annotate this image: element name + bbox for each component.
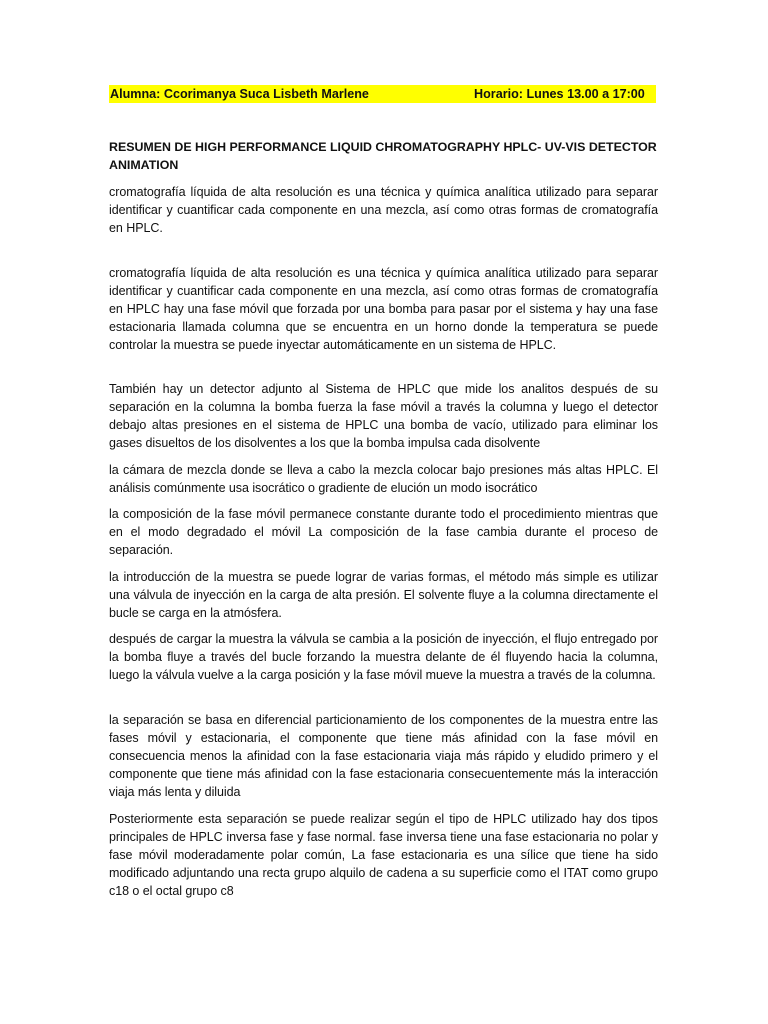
class-schedule: Horario: Lunes 13.00 a 17:00 [474, 87, 645, 101]
paragraph: cromatografía líquida de alta resolución es una técnica y química analítica utilizado para separar identificar y cuantificar cada componente en una mezcla, así como otras formas de cromatografía en HPLC. [109, 185, 658, 235]
paragraph: la separación se basa en diferencial particionamiento de los componentes de la muestra entre las fases móvil y estacionaria, el componente que tiene más afinidad con la fase móvil en consecuencia menos la afinidad con la fase estacionaria viaja más rápido y eludido primero y el componente que tiene más afinidad con la fase estacionaria consecuentemente más la interacción viaja más lenta y diluida [109, 713, 658, 799]
paragraph: También hay un detector adjunto al Sistema de HPLC que mide los analitos después de su separación en la columna la bomba fuerza la fase móvil a través la columna y luego el detector debajo altas presiones en el sistema de HPLC una bomba de vacío, utilizado para eliminar los gases disueltos de los disolventes a los que la bomba impulsa cada disolvente [109, 382, 658, 450]
paragraph: cromatografía líquida de alta resolución es una técnica y química analítica utilizado para separar identificar y cuantificar cada componente en una mezcla, así como otras formas de cromatografía en HPLC hay una fase móvil que forzada por una bomba para pasar por el sistema y hay una fase estacionaria llamada columna que se encuentra en un horno donde la temperatura se puede controlar la muestra se puede inyectar automáticamente en un sistema de HPLC. [109, 266, 658, 352]
student-header-highlight [109, 85, 656, 103]
paragraph: la composición de la fase móvil permanece constante durante todo el procedimiento mientras que en el modo degradado el móvil La composición de la fase cambia durante el proceso de separación. [109, 507, 658, 557]
paragraph: Posteriormente esta separación se puede realizar según el tipo de HPLC utilizado hay dos tipos principales de HPLC inversa fase y fase normal. fase inversa tiene una fase estacionaria no polar y fase móvil moderadamente polar común, La fase estacionaria es una sílice que tiene ha sido modificado adjuntando una recta grupo alquilo de cadena a su superficie como el ITAT como grupo c18 o el octal grupo c8 [109, 812, 658, 898]
student-name: Alumna: Ccorimanya Suca Lisbeth Marlene [110, 87, 369, 101]
document-title: RESUMEN DE HIGH PERFORMANCE LIQUID CHROMATOGRAPHY HPLC- UV-VIS DETECTOR ANIMATION [109, 140, 657, 172]
paragraph: después de cargar la muestra la válvula se cambia a la posición de inyección, el flujo entregado por la bomba fluye a través del bucle forzando la muestra delante de él fluyendo hacia la columna, luego la válvula vuelve a la carga posición y la fase móvil mueve la muestra a través de la columna. [109, 632, 658, 682]
paragraph: la introducción de la muestra se puede lograr de varias formas, el método más simple es utilizar una válvula de inyección en la carga de alta presión. El solvente fluye a la columna directamente el bucle se carga en la atmósfera. [109, 570, 658, 620]
paragraph: la cámara de mezcla donde se lleva a cabo la mezcla colocar bajo presiones más altas HPLC. El análisis comúnmente usa isocrático o gradiente de elución un modo isocrático [109, 463, 658, 495]
